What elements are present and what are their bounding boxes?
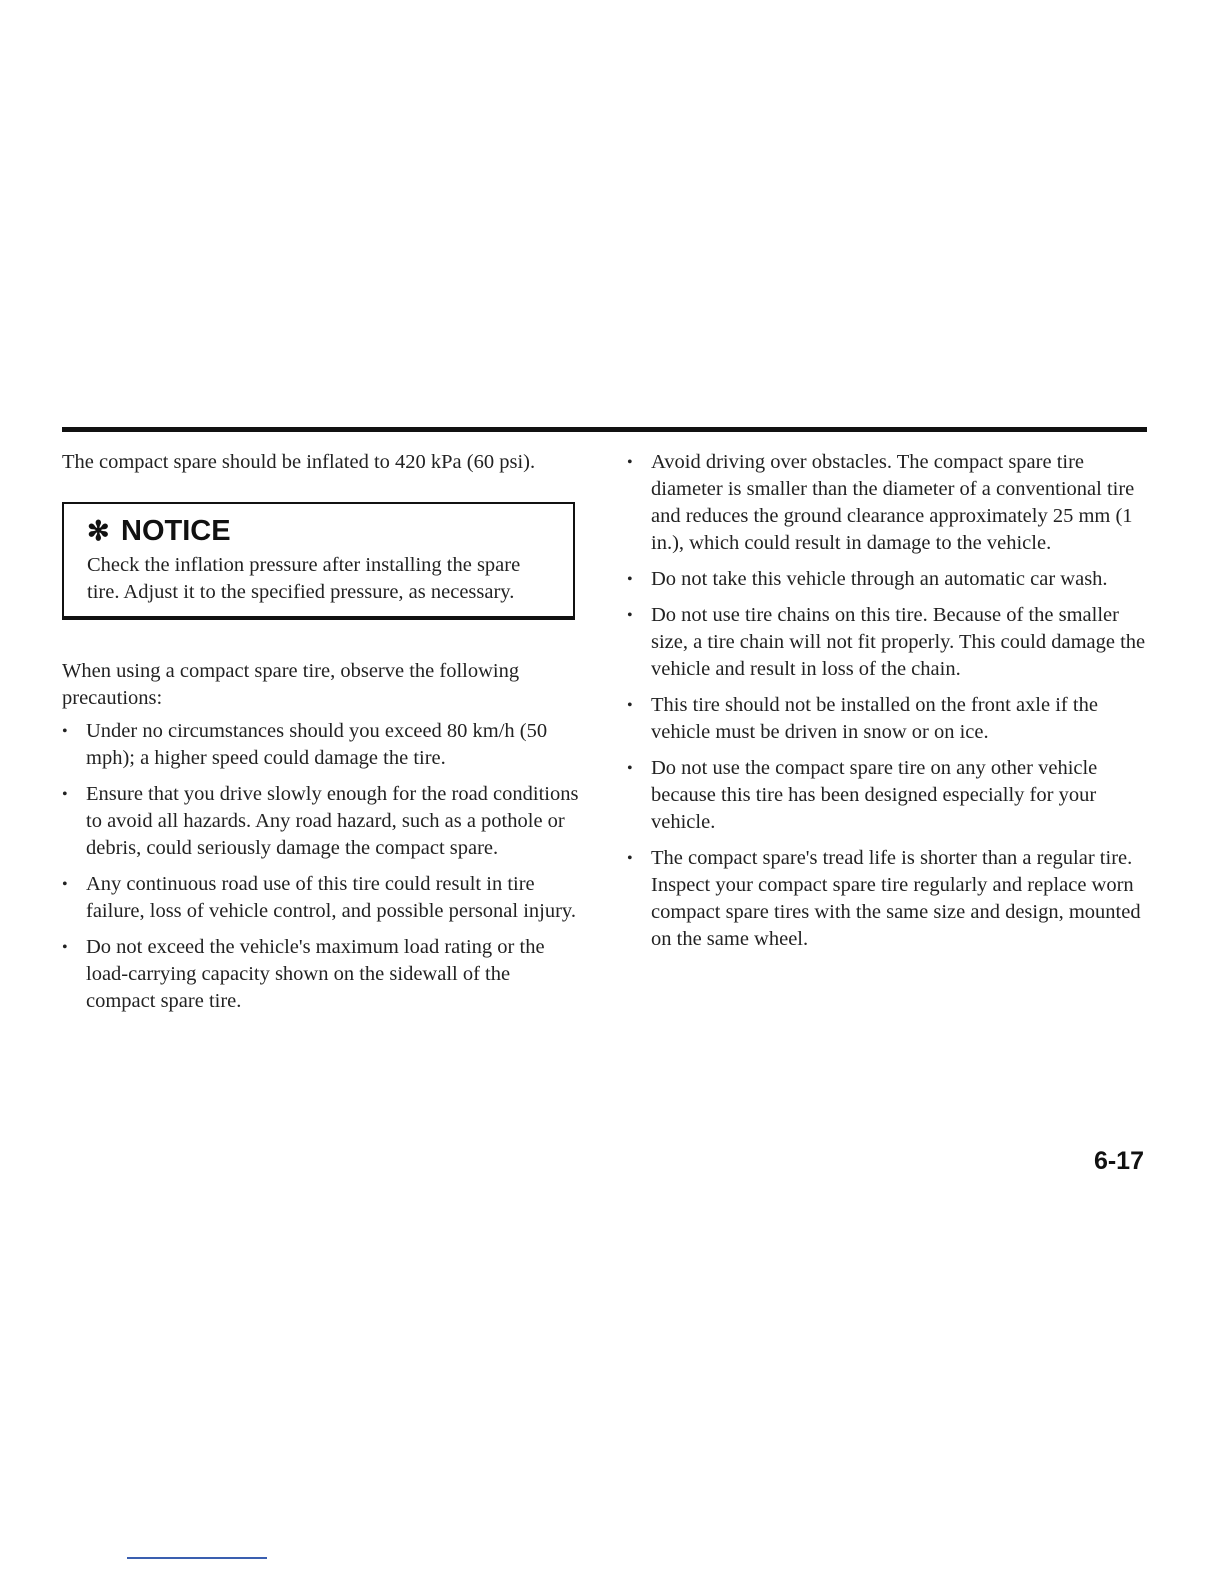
bullet-icon: •	[627, 760, 633, 777]
notice-title: NOTICE	[121, 515, 231, 547]
list-item-text: Do not take this vehicle through an automatic car wash.	[651, 568, 1108, 590]
list-item-text: Avoid driving over obstacles. The compact spare tire diameter is smaller than the diameter of a conventional tire and reduces the ground clearance approximately 25 mm (1 in.), which could result in damage to the vehicle.	[651, 451, 1135, 554]
list-item	[627, 755, 1147, 836]
list-item-text: Ensure that you drive slowly enough for the road conditions to avoid all hazards. Any road hazard, such as a pothole or debris, could seriously damage the compact spare.	[86, 783, 579, 859]
list-item	[62, 871, 582, 925]
bottom-rule	[127, 1557, 267, 1559]
bullet-icon: •	[62, 786, 68, 803]
notice-box	[62, 502, 575, 620]
bullet-icon: •	[627, 607, 633, 624]
right-column	[627, 449, 1147, 962]
list-item	[627, 602, 1147, 683]
asterisk-icon: ✻	[87, 516, 110, 546]
bullet-icon: •	[62, 723, 68, 740]
inflation-paragraph: The compact spare should be inflated to 420 kPa (60 psi).	[62, 451, 536, 473]
bullet-icon: •	[627, 850, 633, 867]
bullet-icon: •	[627, 454, 633, 471]
list-item	[627, 845, 1147, 953]
bullet-icon: •	[62, 876, 68, 893]
notice-header	[87, 514, 553, 548]
list-item-text: Do not exceed the vehicle's maximum load rating or the load-carrying capacity shown on the sidewall of the compact spare tire.	[86, 936, 545, 1012]
page-number: 6-17	[1093, 1147, 1144, 1175]
bullet-icon: •	[62, 939, 68, 956]
left-column	[62, 449, 582, 1024]
list-item	[62, 934, 582, 1015]
right-bullet-list	[627, 449, 1147, 953]
list-item	[62, 781, 582, 862]
list-item-text: This tire should not be installed on the front axle if the vehicle must be driven in snow or on ice.	[651, 694, 1098, 743]
list-item-text: Any continuous road use of this tire could result in tire failure, loss of vehicle control, and possible personal injury.	[86, 873, 576, 922]
list-item-text: Do not use the compact spare tire on any other vehicle because this tire has been designed especially for your vehicle.	[651, 757, 1098, 833]
top-rule	[62, 427, 1147, 432]
list-item	[62, 718, 582, 772]
list-item-text: Do not use tire chains on this tire. Because of the smaller size, a tire chain will not fit properly. This could damage the vehicle and result in loss of the chain.	[651, 604, 1146, 680]
list-item-text: Under no circumstances should you exceed 80 km/h (50 mph); a higher speed could damage the tire.	[86, 720, 548, 769]
notice-body: Check the inflation pressure after installing the spare tire. Adjust it to the specified pressure, as necessary.	[87, 554, 521, 603]
bullet-icon: •	[627, 697, 633, 714]
list-item	[627, 449, 1147, 557]
precautions-intro: When using a compact spare tire, observe the following precautions:	[62, 660, 520, 709]
list-item	[627, 566, 1147, 593]
list-item-text: The compact spare's tread life is shorter than a regular tire. Inspect your compact spare tire regularly and replace worn compact spare tires with the same size and design, mounted on the same wheel.	[651, 847, 1141, 950]
list-item	[627, 692, 1147, 746]
left-bullet-list	[62, 718, 582, 1015]
bullet-icon: •	[627, 571, 633, 588]
